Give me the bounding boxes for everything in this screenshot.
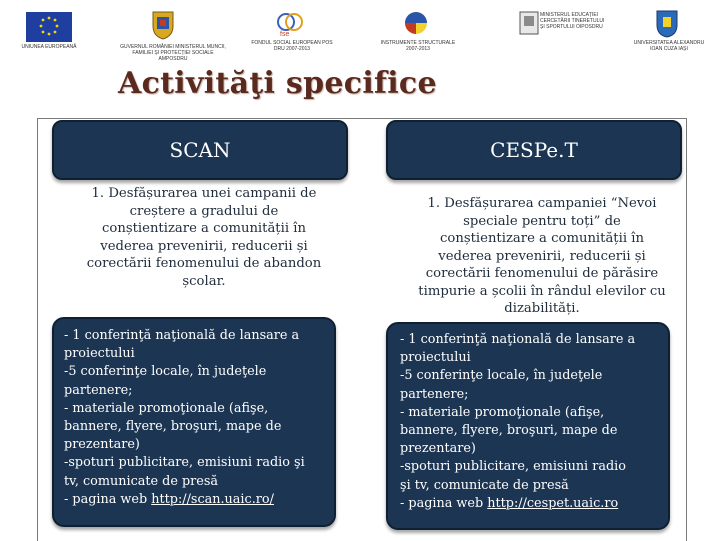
deliverable-line: şi tv, comunicate de presă — [400, 477, 569, 493]
logo-caption: FONDUL SOCIAL EUROPEAN POS DRU 2007-2013 — [251, 40, 333, 52]
deliverable-line: -spoturi publicitare, emisiuni radio — [400, 459, 626, 475]
scan-deliverables-text — [64, 327, 322, 509]
web-prefix: - pagina web — [64, 491, 152, 507]
deliverable-line: bannere, flyere, broşuri, mape de — [64, 419, 282, 435]
instrumente-structurale-logo — [398, 8, 434, 38]
cespet-header — [386, 120, 682, 180]
cespet-deliverables-text — [400, 331, 654, 513]
logo-caption: UNIVERSITATEA ALEXANDRU IOAN CUZA IAȘI — [633, 40, 705, 52]
deliverable-line: - materiale promoţionale (afişe, — [400, 404, 605, 420]
activity-line: dizabilități. — [504, 301, 580, 316]
logo-caption: MINISTERUL EDUCAȚIEI CERCETĂRII TINERETULUI ȘI SPORTULUI OIPOSDRU — [540, 12, 605, 30]
deliverable-line: proiectului — [64, 346, 135, 362]
web-line — [64, 491, 322, 509]
activity-line: creștere a gradului de — [129, 203, 279, 219]
activity-line: speciale pentru toți” de — [463, 213, 621, 229]
logo-caption: GUVERNUL ROMÂNIEI MINISTERUL MUNCII, FAMILIEI ȘI PROTECȚIEI SOCIALE AMPOSDRU — [120, 44, 226, 62]
uaic-logo — [654, 8, 680, 38]
activity-line: școlar. — [182, 273, 226, 289]
web-line — [400, 495, 654, 513]
eu-flag-logo — [26, 12, 72, 42]
scan-web-link[interactable]: http://scan.uaic.ro/ — [151, 491, 274, 507]
scan-activity — [56, 185, 352, 290]
scan-header — [52, 120, 348, 180]
deliverable-line: -5 conferinţe locale, în judeţele — [400, 368, 603, 384]
deliverable-line: - 1 conferinţă naţională de lansare a — [64, 328, 300, 343]
scan-header-label: SCAN — [169, 138, 231, 162]
deliverable-line: prezentare) — [400, 441, 476, 457]
activity-line: 1. Desfășurarea campaniei “Nevoi — [427, 196, 657, 211]
activity-line: corectării fenomenului de abandon — [86, 256, 322, 271]
page-title: Activităţi specifice — [118, 66, 437, 101]
web-prefix: - pagina web — [400, 495, 488, 511]
activity-line: vederea prevenirii, reducerii și — [438, 248, 646, 264]
activity-line: conștientizare a comunității în — [102, 221, 306, 236]
activity-line: 1. Desfășurarea unei campanii de — [91, 186, 317, 201]
cespet-web-link[interactable]: http://cespet.uaic.ro — [487, 495, 619, 511]
deliverable-line: tv, comunicate de presă — [64, 473, 219, 489]
logo-caption: UNIUNEA EUROPEANĂ — [21, 44, 77, 50]
deliverable-line: prezentare) — [64, 437, 140, 453]
deliverable-line: proiectului — [400, 350, 471, 366]
activity-line: conștientizare a comunității în — [440, 231, 644, 246]
ministry-education-logo — [518, 10, 540, 36]
deliverable-line: partenere; — [64, 382, 133, 398]
activity-line: corectării fenomenului de părăsire — [425, 266, 659, 281]
deliverable-line: -5 conferinţe locale, în judeţele — [64, 364, 267, 380]
deliverable-line: -spoturi publicitare, emisiuni radio şi — [64, 455, 305, 471]
deliverable-line: - materiale promoţionale (afişe, — [64, 400, 269, 416]
deliverable-line: bannere, flyere, broşuri, mape de — [400, 423, 618, 439]
activity-line: vederea prevenirii, reducerii și — [100, 238, 308, 254]
logo-strip — [0, 0, 720, 66]
cespet-activity — [392, 195, 692, 318]
fse-logo — [272, 10, 312, 38]
deliverable-line: partenere; — [400, 386, 469, 402]
deliverable-line: - 1 conferinţă naţională de lansare a — [400, 332, 636, 347]
logo-caption: INSTRUMENTE STRUCTURALE 2007-2013 — [380, 40, 456, 52]
cespet-header-label: CESPe.T — [490, 138, 578, 162]
activity-line: timpurie a școlii în rândul elevilor cu — [418, 283, 666, 299]
romanian-government-logo — [150, 8, 176, 40]
svg-text:fse: fse — [280, 31, 290, 38]
